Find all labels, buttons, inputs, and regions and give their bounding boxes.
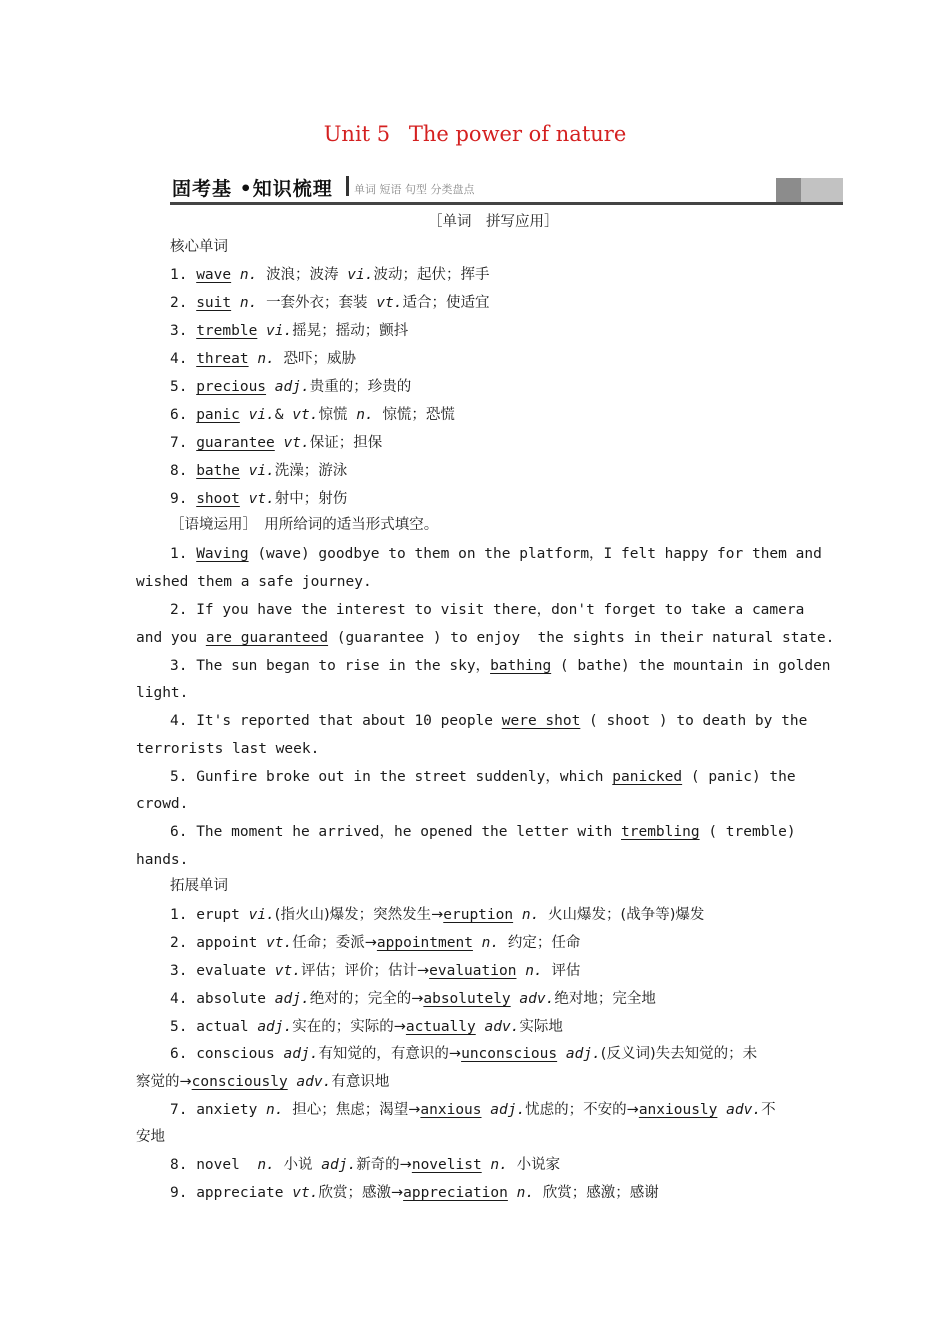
core-item: 2. suit n. 一套外衣；套装 vt.适合；使适宜 xyxy=(170,295,490,311)
context-item-line: 4. It's reported that about 10 people were shot ( shoot ) to death by the xyxy=(170,713,808,729)
context-item-line: crowd. xyxy=(136,796,189,812)
extended-item: 5. actual adj.实在的；实际的→actually adv.实际地 xyxy=(170,1019,563,1035)
extended-item: 9. appreciate vt.欣赏；感激→appreciation n. 欣赏；感激；感谢 xyxy=(170,1185,659,1201)
context-item-line: terrorists last week. xyxy=(136,741,320,757)
context-item-line: and you are guaranteed (guarantee ) to enjoy the sights in their natural state. xyxy=(136,630,835,646)
core-item: 6. panic vi.& vt.惊慌 n. 惊慌；恐慌 xyxy=(170,407,455,423)
core-item: 4. threat n. 恐吓；威胁 xyxy=(170,351,357,367)
banner-rule xyxy=(170,202,843,205)
context-item-line: 5. Gunfire broke out in the street suddenly，which panicked ( panic) the xyxy=(170,769,796,785)
context-heading: ［语境运用］ 用所给词的适当形式填空。 xyxy=(170,517,439,533)
core-heading: 核心单词 xyxy=(170,239,228,255)
extended-item: 6. conscious adj.有知觉的，有意识的→unconscious adj.(反义词)失去知觉的；未 xyxy=(170,1046,758,1062)
context-item-line: light. xyxy=(136,685,189,701)
banner-title: 固考基 •知识梳理 xyxy=(172,178,333,200)
section-header: ［单词 拼写应用］ xyxy=(428,214,559,230)
core-item: 3. tremble vi.摇晃；摇动；颤抖 xyxy=(170,323,409,339)
extended-item: 7. anxiety n. 担心；焦虑；渴望→anxious adj.忧虑的；不安的→anxiously adv.不 xyxy=(170,1102,776,1118)
context-item-line: wished them a safe journey. xyxy=(136,574,372,590)
core-item: 8. bathe vi.洗澡；游泳 xyxy=(170,463,348,479)
context-item-line: 2. If you have the interest to visit there，don't forget to take a camera xyxy=(170,602,805,618)
core-item: 9. shoot vt.射中；射伤 xyxy=(170,491,348,507)
core-item: 5. precious adj.贵重的；珍贵的 xyxy=(170,379,412,395)
banner-decoration-light xyxy=(801,178,843,202)
extended-item-continued: 安地 xyxy=(136,1129,165,1145)
context-item-line: 6. The moment he arrived，he opened the letter with trembling ( tremble) xyxy=(170,824,796,840)
extended-item: 2. appoint vt.任命；委派→appointment n. 约定；任命 xyxy=(170,935,581,951)
banner-divider xyxy=(346,176,349,196)
extended-heading: 拓展单词 xyxy=(170,878,228,894)
core-item: 7. guarantee vt.保证；担保 xyxy=(170,435,383,451)
extended-item: 8. novel n. 小说 adj.新奇的→novelist n. 小说家 xyxy=(170,1157,561,1173)
extended-item: 1. erupt vi.(指火山)爆发；突然发生→eruption n. 火山爆发；(战争等)爆发 xyxy=(170,907,705,923)
core-item: 1. wave n. 波浪；波涛 vi.波动；起伏；挥手 xyxy=(170,267,490,283)
banner-decoration-dark xyxy=(776,178,801,202)
section-banner xyxy=(170,174,843,204)
page-title: Unit 5 The power of nature xyxy=(323,122,627,146)
banner-subtitle: 单词 短语 句型 分类盘点 xyxy=(354,183,475,196)
context-item-line: 1. Waving (wave) goodbye to them on the platform，I felt happy for them and xyxy=(170,546,822,562)
extended-item: 4. absolute adj.绝对的；完全的→absolutely adv.绝对地；完全地 xyxy=(170,991,656,1007)
context-item-line: hands. xyxy=(136,852,189,868)
context-item-line: 3. The sun began to rise in the sky，bathing ( bathe) the mountain in golden xyxy=(170,658,831,674)
extended-item: 3. evaluate vt.评估；评价；估计→evaluation n. 评估 xyxy=(170,963,581,979)
extended-item-continued: 察觉的→consciously adv.有意识地 xyxy=(136,1074,390,1090)
